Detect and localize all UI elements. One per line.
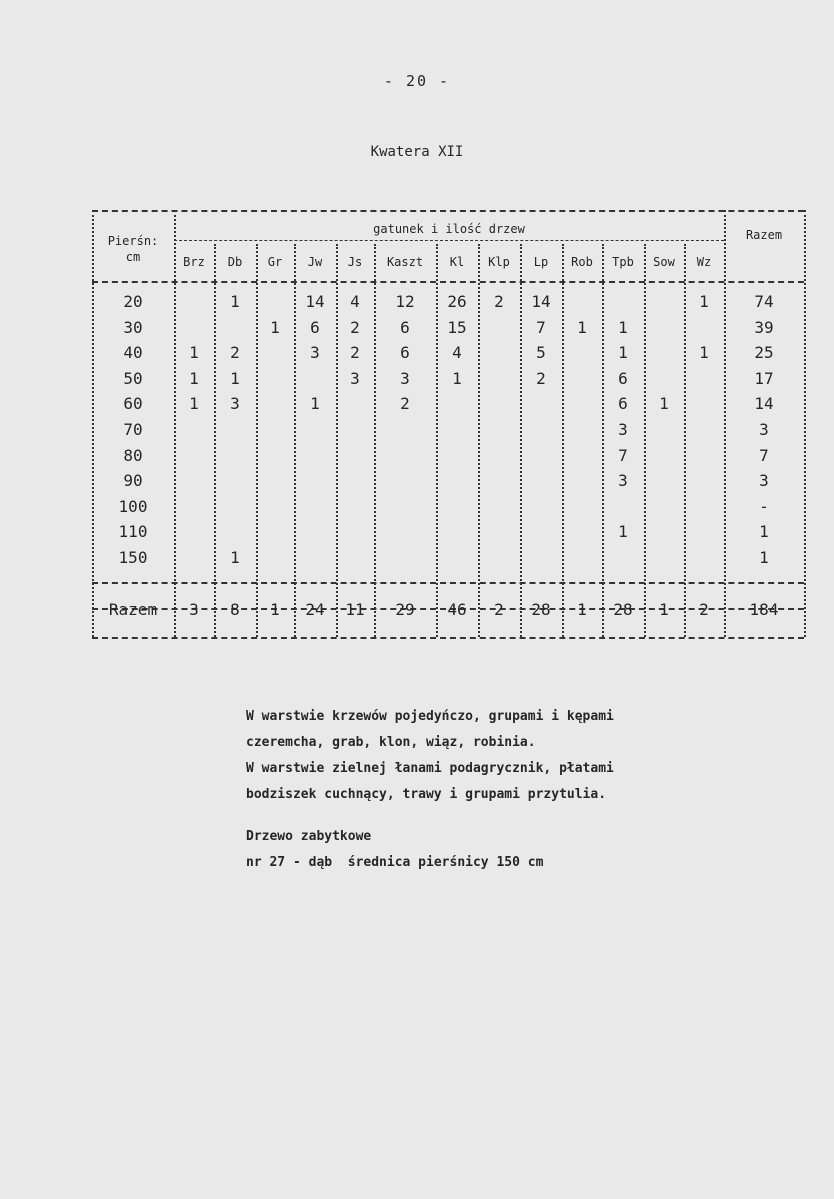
row-label: 30 (123, 317, 143, 337)
species-header: Jw (307, 255, 323, 269)
table-cell: 3 (618, 471, 628, 491)
table-cell: 1 (699, 343, 709, 363)
table-cell: 6 (618, 394, 628, 414)
species-header: Brz (183, 255, 205, 269)
table-cell: 4 (452, 343, 462, 363)
totals-cell: 11 (345, 600, 365, 619)
table-cell: 1 (189, 394, 199, 414)
table-cell: 1 (230, 548, 240, 567)
corner-label-unit: cm (125, 250, 141, 264)
note-line: Drzewo zabytkowe (246, 829, 372, 844)
row-total: 74 (754, 292, 774, 311)
table-cell: 14 (305, 292, 325, 311)
table-cell: 1 (699, 292, 709, 311)
row-label: 110 (118, 522, 148, 542)
totals-cell: 46 (447, 600, 467, 619)
totals-cell: 28 (613, 600, 633, 619)
column-divider (256, 244, 258, 637)
table-cell: 7 (536, 317, 546, 337)
table-cell: 1 (659, 394, 669, 414)
row-total: 17 (754, 368, 774, 388)
table-cell: 6 (400, 343, 410, 363)
species-header: Klp (488, 255, 510, 269)
table-cell: 1 (618, 343, 628, 363)
totals-cell: 24 (305, 600, 325, 619)
section-title: Kwatera XII (370, 144, 464, 160)
row-total: 25 (754, 343, 774, 363)
paragraph-line: W warstwie krzewów pojedyńczo, grupami i kępami (246, 709, 614, 724)
table-cell: 3 (618, 420, 628, 439)
table-cell: 6 (618, 368, 628, 388)
row-label: 40 (123, 343, 143, 363)
column-divider (602, 244, 604, 637)
species-header: Gr (267, 255, 283, 269)
total-header: Razem (745, 228, 783, 242)
table-rule (92, 281, 804, 283)
table-cell: 6 (400, 317, 410, 337)
table-cell: 14 (531, 292, 551, 311)
table-border (804, 210, 806, 637)
table-cell: 1 (618, 317, 628, 337)
table-cell: 1 (577, 317, 587, 337)
table-cell: 3 (310, 343, 320, 363)
totals-cell: 28 (531, 600, 551, 619)
totals-cell: 1 (659, 600, 669, 619)
totals-cell: 3 (189, 600, 199, 619)
row-total: 3 (759, 420, 769, 439)
species-header: Js (347, 255, 363, 269)
species-header: Kaszt (386, 255, 424, 269)
column-divider (174, 210, 176, 637)
species-header: Db (227, 255, 243, 269)
group-header: gatunek i ilość drzew (373, 222, 525, 236)
totals-cell: 1 (270, 600, 280, 619)
row-label: 150 (118, 548, 148, 567)
row-label: 100 (118, 496, 148, 516)
row-total: 3 (759, 471, 769, 491)
table-cell: 2 (494, 292, 504, 311)
table-cell: 6 (310, 317, 320, 337)
row-label: 90 (123, 471, 143, 491)
species-header: Wz (696, 255, 712, 269)
row-label: 80 (123, 445, 143, 465)
table-cell: 15 (447, 317, 467, 337)
table-cell: 5 (536, 343, 546, 363)
grand-total: 184 (749, 600, 779, 619)
table-cell: 2 (536, 368, 546, 388)
species-header: Kl (449, 255, 465, 269)
paragraph-line: czeremcha, grab, klon, wiąz, robinia. (246, 735, 536, 750)
totals-cell: 8 (230, 600, 240, 619)
table-cell: 1 (310, 394, 320, 414)
table-cell: 2 (350, 343, 360, 363)
table-cell: 4 (350, 292, 360, 311)
paragraph-line: bodziszek cuchnący, trawy i grupami przytulia. (246, 787, 607, 802)
totals-cell: 29 (395, 600, 415, 619)
table-cell: 1 (189, 343, 199, 363)
species-header: Tpb (612, 255, 634, 269)
table-rule (92, 637, 804, 639)
species-header: Sow (653, 255, 675, 269)
header-underline (174, 240, 724, 241)
totals-cell: 2 (699, 600, 709, 619)
table-cell: 2 (350, 317, 360, 337)
table-rule (92, 210, 804, 212)
table-cell: 3 (400, 368, 410, 388)
table-cell: 1 (618, 522, 628, 542)
row-label: 20 (123, 292, 143, 311)
totals-cell: 2 (494, 600, 504, 619)
table-cell: 1 (230, 368, 240, 388)
table-cell: 1 (270, 317, 280, 337)
table-cell: 2 (400, 394, 410, 414)
corner-label: Pierśn: (107, 234, 159, 248)
species-header: Rob (571, 255, 593, 269)
table-cell: 1 (189, 368, 199, 388)
description-text (246, 704, 614, 876)
row-total: 7 (759, 445, 769, 465)
table-cell: 2 (230, 343, 240, 363)
table-cell: 7 (618, 445, 628, 465)
totals-label: Razem (108, 600, 158, 619)
table-cell: 1 (230, 292, 240, 311)
row-label: 70 (123, 420, 143, 439)
table-cell: 3 (230, 394, 240, 414)
row-total: 1 (759, 548, 769, 567)
paragraph-line: W warstwie zielnej łanami podagrycznik, płatami (246, 761, 614, 776)
note-line: nr 27 - dąb średnica pierśnicy 150 cm (246, 855, 544, 870)
row-total: - (759, 496, 769, 516)
column-divider (644, 244, 646, 637)
column-divider (562, 244, 564, 637)
table-rule (92, 582, 804, 584)
row-total: 14 (754, 394, 774, 414)
table-cell: 12 (395, 292, 415, 311)
table-cell: 1 (452, 368, 462, 388)
page-number: - 20 - (383, 72, 451, 90)
row-total: 1 (759, 522, 769, 542)
row-label: 50 (123, 368, 143, 388)
table-cell: 26 (447, 292, 467, 311)
row-total: 39 (754, 317, 774, 337)
row-label: 60 (123, 394, 143, 414)
species-header: Lp (533, 255, 549, 269)
totals-cell: 1 (577, 600, 587, 619)
table-cell: 3 (350, 368, 360, 388)
